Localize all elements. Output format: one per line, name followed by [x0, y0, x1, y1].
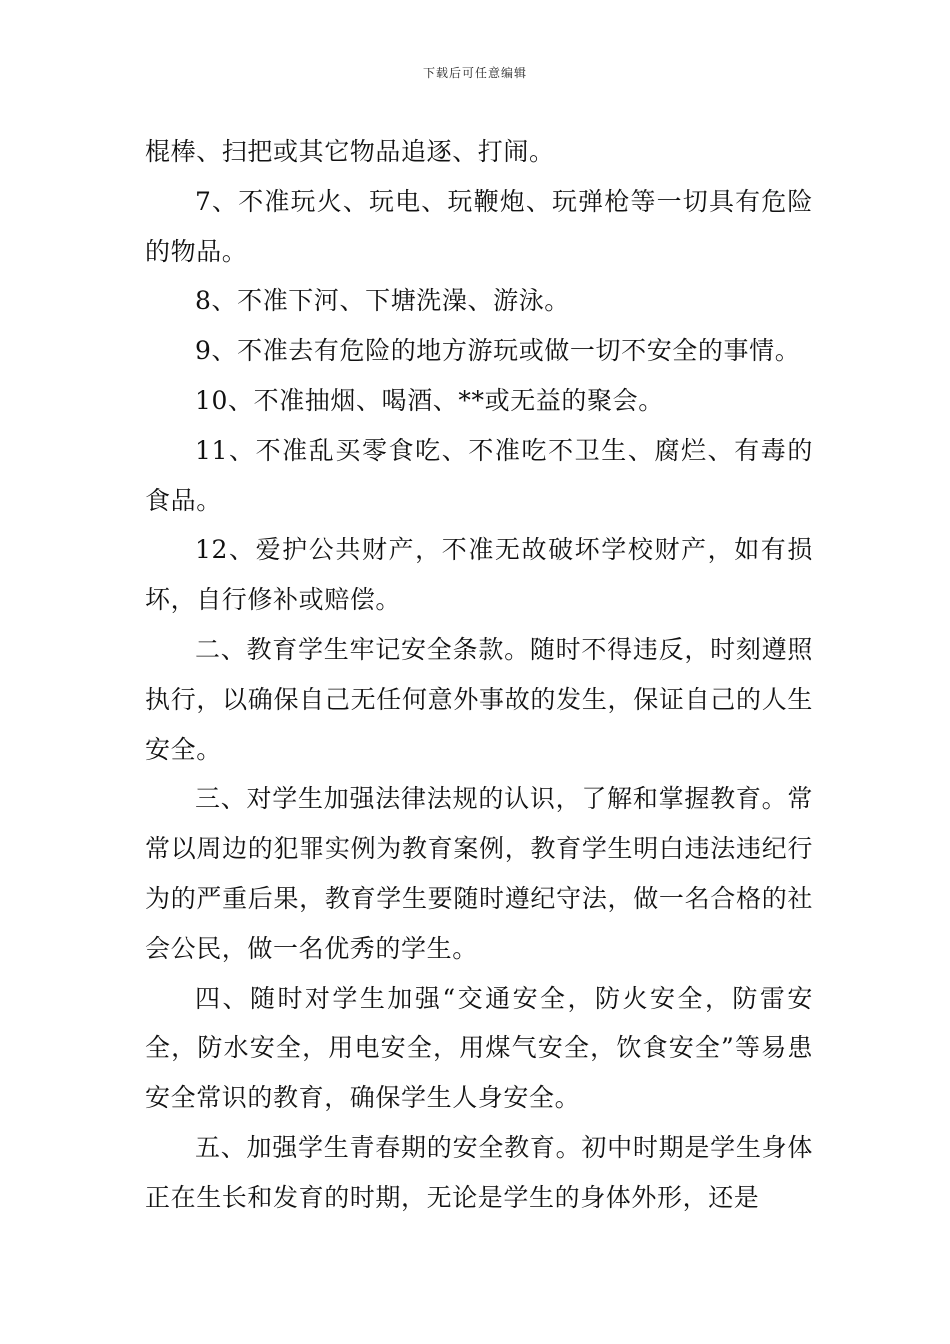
paragraph: 11、不准乱买零食吃、不准吃不卫生、腐烂、有毒的食品。 [145, 435, 813, 515]
paragraph: 四、随时对学生加强“交通安全，防火安全，防雷安全，防水安全，用电安全，用煤气安全，饮食安全”等易患安全常识的教育，确保学生人身安全。 [145, 983, 813, 1113]
paragraph: 7、不准玩火、玩电、玩鞭炮、玩弹枪等一切具有危险的物品。 [145, 186, 813, 266]
paragraph: 三、对学生加强法律法规的认识，了解和掌握教育。常常以周边的犯罪实例为教育案例，教育学生明白违法违纪行为的严重后果，教育学生要随时遵纪守法，做一名合格的社会公民，做一名优秀的学生。 [145, 784, 813, 963]
paragraph: 8、不准下河、下塘洗澡、游泳。 [195, 286, 570, 316]
paragraph: 10、不准抽烟、喝酒、**或无益的聚会。 [195, 385, 664, 415]
paragraph: 二、教育学生牢记安全条款。随时不得违反，时刻遵照执行，以确保自己无任何意外事故的发生，保证自己的人生安全。 [145, 634, 813, 764]
paragraph: 12、爱护公共财产，不准无故破坏学校财产，如有损坏，自行修补或赔偿。 [145, 535, 813, 615]
paragraph: 五、加强学生青春期的安全教育。初中时期是学生身体正在生长和发育的时期，无论是学生的身体外形，还是 [145, 1132, 813, 1212]
paragraph: 9、不准去有危险的地方游玩或做一切不安全的事情。 [195, 336, 801, 366]
document-body [145, 127, 813, 1223]
paragraph: 棍棒、扫把或其它物品追逐、打闹。 [145, 137, 555, 166]
page-header-note: 下载后可任意编辑 [422, 66, 527, 80]
